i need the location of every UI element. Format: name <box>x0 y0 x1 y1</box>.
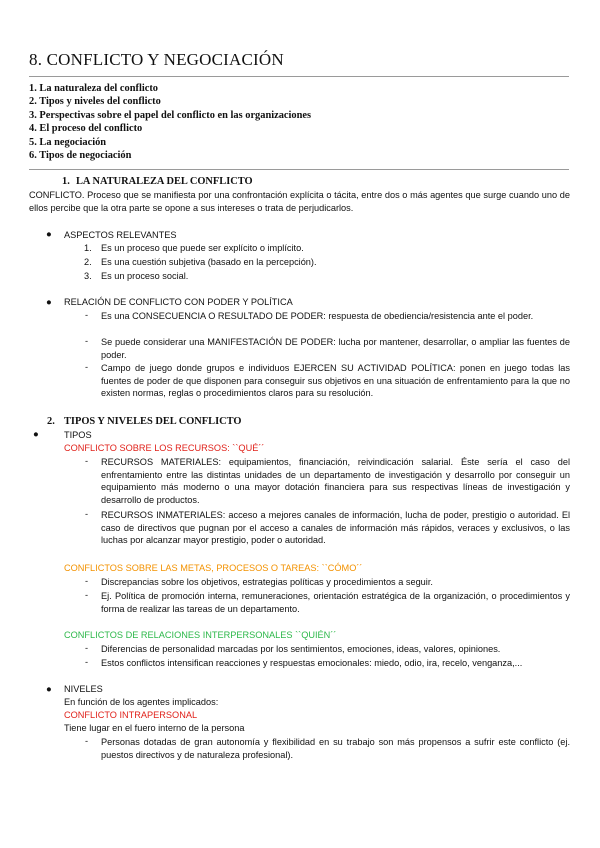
dash-icon: - <box>85 736 89 746</box>
table-of-contents <box>29 82 311 162</box>
relation-item: Es una CONSECUENCIA O RESULTADO DE PODER: respuesta de obediencia/resistencia ante el poder. <box>101 311 534 321</box>
intrapersonal-item: Personas dotadas de gran autonomía y flexibilidad en su trabajo son más propensos a sufrir este conflicto (ej. puestos directivos y de naturaleza profesional). <box>101 737 570 760</box>
dash-icon: - <box>85 456 89 466</box>
relation-heading: RELACIÓN DE CONFLICTO CON PODER Y POLÍTICA <box>64 297 293 307</box>
conflict-definition: CONFLICTO. Proceso que se manifiesta por una confrontación explícita o tácita, entre dos o más agentes que surge cuando uno de ellos percibe que la otra parte se opone a sus intereses o trata de perjudicarlos. <box>29 190 570 213</box>
section-2-heading <box>47 416 241 427</box>
types-label: TIPOS <box>64 430 92 440</box>
aspects-heading: ASPECTOS RELEVANTES <box>64 230 177 240</box>
intrapersonal-desc: Tiene lugar en el fuero interno de la persona <box>64 723 245 733</box>
aspect-item: Es un proceso que puede ser explícito o implícito. <box>101 243 304 253</box>
goals-item: Ej. Política de promoción interna, remuneraciones, orientación estratégica de la organización, o procedimientos y forma de realizar las tareas de un departamento. <box>101 591 570 614</box>
relations-heading: CONFLICTOS DE RELACIONES INTERPERSONALES ``QUIÉN´´ <box>64 630 337 640</box>
dash-icon: - <box>85 590 89 600</box>
toc-item: 2. Tipos y niveles del conflicto <box>29 96 161 108</box>
aspect-number: 1. <box>84 243 92 253</box>
toc-rule <box>29 169 569 170</box>
dash-icon: - <box>85 509 89 519</box>
dash-icon: - <box>85 336 89 346</box>
bullet-icon: ● <box>46 297 52 308</box>
resources-item: RECURSOS INMATERIALES: acceso a mejores canales de información, lucha de poder, prestigio o autoridad. El caso de directivos que pugnan por el acceso a canales de información más rápidos, veraces y exclusivos, o las luchas por alcanzar mayor prestigio, poder o autoridad. <box>101 510 570 546</box>
dash-icon: - <box>85 576 89 586</box>
toc-item: 5. La negociación <box>29 136 107 148</box>
aspect-item: Es un proceso social. <box>101 271 189 281</box>
intrapersonal-heading: CONFLICTO INTRAPERSONAL <box>64 710 198 720</box>
goals-item: Discrepancias sobre los objetivos, estrategias políticas y procedimientos a seguir. <box>101 577 433 587</box>
bullet-icon: ● <box>46 229 52 240</box>
dash-icon: - <box>85 657 89 667</box>
aspect-item: Es una cuestión subjetiva (basado en la percepción). <box>101 257 317 267</box>
goals-heading: CONFLICTOS SOBRE LAS METAS, PROCESOS O TAREAS: ``CÓMO´´ <box>64 563 363 573</box>
aspect-number: 3. <box>84 271 92 281</box>
toc-item: 6. Tipos de negociación <box>29 150 132 162</box>
relation-item: Campo de juego donde grupos e individuos EJERCEN SU ACTIVIDAD POLÍTICA: ponen en juego todas las fuentes de poder de que disponen para conseguir sus objetivos en una situación de enfrentamiento para la que no existen normas, reglas o procedimientos claros para su resolución. <box>101 363 570 399</box>
relations-item: Estos conflictos intensifican reacciones y respuestas emocionales: miedo, odio, ira, recelo, venganza,... <box>101 658 523 668</box>
title-rule <box>29 76 569 77</box>
section-2-number: 2. <box>47 416 55 427</box>
section-1-number: 1. <box>62 176 70 187</box>
toc-item: 4. El proceso del conflicto <box>29 123 143 135</box>
bullet-icon: ● <box>33 429 39 440</box>
toc-item: 3. Perspectivas sobre el papel del conflicto en las organizaciones <box>29 109 312 121</box>
section-2-title: TIPOS Y NIVELES DEL CONFLICTO <box>64 416 242 427</box>
page-title: 8. CONFLICTO Y NEGOCIACIÓN <box>29 50 284 69</box>
levels-intro: En función de los agentes implicados: <box>64 697 219 707</box>
bullet-icon: ● <box>46 684 52 695</box>
section-1-heading <box>62 176 253 187</box>
aspect-number: 2. <box>84 257 92 267</box>
resources-item: RECURSOS MATERIALES: equipamientos, financiación, reivindicación salarial. Éste sería el caso del enfrentamiento entre las distintas unidades de un departamento de investigación y desarrollo por conseguir un equipamiento más moderno o una mayor dotación financiera para sus respectivas líneas de investigación y desarrollo de productos. <box>101 457 570 506</box>
dash-icon: - <box>85 362 89 372</box>
levels-label: NIVELES <box>64 684 103 694</box>
toc-item: 1. La naturaleza del conflicto <box>29 83 159 94</box>
section-1-title: LA NATURALEZA DEL CONFLICTO <box>76 176 253 187</box>
dash-icon: - <box>85 643 89 653</box>
relations-item: Diferencias de personalidad marcadas por los sentimientos, emociones, ideas, valores, opiniones. <box>101 644 501 654</box>
dash-icon: - <box>85 310 89 320</box>
resources-heading: CONFLICTO SOBRE LOS RECURSOS: ``QUÉ´´ <box>64 443 265 453</box>
relation-item: Se puede considerar una MANIFESTACIÓN DE PODER: lucha por mantener, desarrollar, o ampliar las fuentes de poder. <box>101 337 570 360</box>
